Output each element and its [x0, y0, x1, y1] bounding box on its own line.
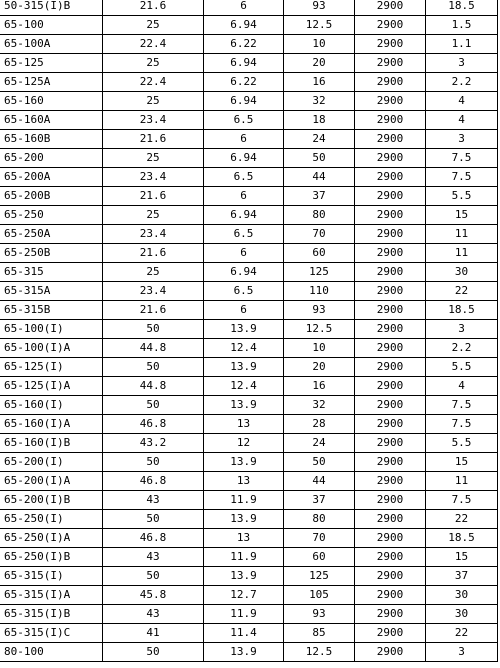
col4-cell: 12.5: [284, 16, 355, 35]
col5-cell: 2900: [355, 529, 426, 548]
table-row: [0, 434, 498, 453]
col6-cell: 22: [426, 624, 498, 643]
model-cell: 65-315B: [0, 301, 103, 320]
model-cell: 65-315(I)C: [0, 624, 103, 643]
col4-cell: 93: [284, 605, 355, 624]
col5-cell: 2900: [355, 586, 426, 605]
table-row: [0, 358, 498, 377]
col3-cell: 6: [204, 0, 284, 16]
table-row: [0, 244, 498, 263]
col4-cell: 93: [284, 301, 355, 320]
table-row: [0, 510, 498, 529]
col3-cell: 11.9: [204, 605, 284, 624]
col5-cell: 2900: [355, 263, 426, 282]
col3-cell: 13.9: [204, 453, 284, 472]
col5-cell: 2900: [355, 282, 426, 301]
table-row: [0, 187, 498, 206]
col5-cell: 2900: [355, 16, 426, 35]
col2-cell: 25: [103, 54, 204, 73]
table-row: [0, 396, 498, 415]
col3-cell: 6.5: [204, 168, 284, 187]
col3-cell: 13: [204, 415, 284, 434]
col5-cell: 2900: [355, 358, 426, 377]
col3-cell: 6.22: [204, 35, 284, 54]
table-row: [0, 529, 498, 548]
col4-cell: 70: [284, 225, 355, 244]
col3-cell: 12.4: [204, 339, 284, 358]
col2-cell: 23.4: [103, 282, 204, 301]
table-row: [0, 16, 498, 35]
model-cell: 65-160(I)A: [0, 415, 103, 434]
col3-cell: 13: [204, 529, 284, 548]
model-cell: 65-125A: [0, 73, 103, 92]
col2-cell: 21.6: [103, 301, 204, 320]
col2-cell: 25: [103, 92, 204, 111]
col3-cell: 6: [204, 301, 284, 320]
col6-cell: 3: [426, 130, 498, 149]
col4-cell: 50: [284, 453, 355, 472]
table-row: [0, 377, 498, 396]
col2-cell: 46.8: [103, 415, 204, 434]
col5-cell: 2900: [355, 244, 426, 263]
col6-cell: 18.5: [426, 301, 498, 320]
model-cell: 65-200(I)A: [0, 472, 103, 491]
col3-cell: 12.4: [204, 377, 284, 396]
col3-cell: 13: [204, 472, 284, 491]
col5-cell: 2900: [355, 491, 426, 510]
col3-cell: 6: [204, 187, 284, 206]
col2-cell: 50: [103, 567, 204, 586]
table-row: [0, 35, 498, 54]
col5-cell: 2900: [355, 396, 426, 415]
model-cell: 65-100(I): [0, 320, 103, 339]
col2-cell: 23.4: [103, 225, 204, 244]
model-cell: 50-315(I)B: [0, 0, 103, 16]
col3-cell: 13.9: [204, 396, 284, 415]
col4-cell: 80: [284, 510, 355, 529]
col2-cell: 22.4: [103, 73, 204, 92]
table-row: [0, 149, 498, 168]
col2-cell: 50: [103, 510, 204, 529]
col2-cell: 50: [103, 320, 204, 339]
table-row: [0, 605, 498, 624]
col6-cell: 5.5: [426, 187, 498, 206]
col6-cell: 1.1: [426, 35, 498, 54]
col5-cell: 2900: [355, 567, 426, 586]
col6-cell: 1.5: [426, 16, 498, 35]
col3-cell: 6.94: [204, 54, 284, 73]
col6-cell: 15: [426, 548, 498, 567]
col5-cell: 2900: [355, 434, 426, 453]
col2-cell: 43.2: [103, 434, 204, 453]
col6-cell: 7.5: [426, 168, 498, 187]
col5-cell: 2900: [355, 168, 426, 187]
model-cell: 65-250(I): [0, 510, 103, 529]
model-cell: 65-250: [0, 206, 103, 225]
col2-cell: 25: [103, 16, 204, 35]
table-row: [0, 301, 498, 320]
col2-cell: 25: [103, 263, 204, 282]
col5-cell: 2900: [355, 225, 426, 244]
model-cell: 65-100: [0, 16, 103, 35]
table-row: [0, 111, 498, 130]
table-row: [0, 54, 498, 73]
model-cell: 65-160: [0, 92, 103, 111]
col2-cell: 43: [103, 548, 204, 567]
col3-cell: 13.9: [204, 320, 284, 339]
col4-cell: 110: [284, 282, 355, 301]
model-cell: 65-315(I)B: [0, 605, 103, 624]
col2-cell: 22.4: [103, 35, 204, 54]
table-row: [0, 415, 498, 434]
col6-cell: 2.2: [426, 339, 498, 358]
col6-cell: 7.5: [426, 396, 498, 415]
table-row: [0, 206, 498, 225]
model-cell: 65-200(I)B: [0, 491, 103, 510]
col2-cell: 50: [103, 358, 204, 377]
col5-cell: 2900: [355, 206, 426, 225]
table-row: [0, 168, 498, 187]
col5-cell: 2900: [355, 320, 426, 339]
col2-cell: 23.4: [103, 111, 204, 130]
col5-cell: 2900: [355, 643, 426, 662]
col4-cell: 50: [284, 149, 355, 168]
table-row: [0, 586, 498, 605]
col5-cell: 2900: [355, 301, 426, 320]
col2-cell: 46.8: [103, 472, 204, 491]
model-cell: 65-315(I)A: [0, 586, 103, 605]
col6-cell: 18.5: [426, 529, 498, 548]
model-cell: 65-250(I)A: [0, 529, 103, 548]
table-row: [0, 73, 498, 92]
col4-cell: 32: [284, 92, 355, 111]
model-cell: 65-315(I): [0, 567, 103, 586]
model-cell: 65-200B: [0, 187, 103, 206]
table-row: [0, 624, 498, 643]
col4-cell: 60: [284, 244, 355, 263]
col5-cell: 2900: [355, 35, 426, 54]
model-cell: 65-200: [0, 149, 103, 168]
col5-cell: 2900: [355, 111, 426, 130]
col4-cell: 10: [284, 35, 355, 54]
col2-cell: 50: [103, 643, 204, 662]
col6-cell: 11: [426, 225, 498, 244]
col4-cell: 28: [284, 415, 355, 434]
col4-cell: 37: [284, 491, 355, 510]
col2-cell: 44.8: [103, 339, 204, 358]
col5-cell: 2900: [355, 73, 426, 92]
col4-cell: 44: [284, 168, 355, 187]
col4-cell: 12.5: [284, 643, 355, 662]
table-row: [0, 282, 498, 301]
col6-cell: 5.5: [426, 358, 498, 377]
col3-cell: 6: [204, 130, 284, 149]
col3-cell: 6.94: [204, 16, 284, 35]
col2-cell: 25: [103, 149, 204, 168]
col6-cell: 37: [426, 567, 498, 586]
col6-cell: 4: [426, 111, 498, 130]
model-cell: 65-315A: [0, 282, 103, 301]
col6-cell: 22: [426, 510, 498, 529]
col4-cell: 70: [284, 529, 355, 548]
col4-cell: 20: [284, 54, 355, 73]
col4-cell: 105: [284, 586, 355, 605]
model-cell: 65-160A: [0, 111, 103, 130]
col5-cell: 2900: [355, 624, 426, 643]
col6-cell: 7.5: [426, 415, 498, 434]
col4-cell: 85: [284, 624, 355, 643]
col3-cell: 12.7: [204, 586, 284, 605]
model-cell: 65-125: [0, 54, 103, 73]
model-cell: 65-250B: [0, 244, 103, 263]
col4-cell: 80: [284, 206, 355, 225]
col6-cell: 4: [426, 92, 498, 111]
col4-cell: 44: [284, 472, 355, 491]
table-row: [0, 263, 498, 282]
col4-cell: 60: [284, 548, 355, 567]
col4-cell: 32: [284, 396, 355, 415]
col2-cell: 41: [103, 624, 204, 643]
col2-cell: 46.8: [103, 529, 204, 548]
model-cell: 65-160(I): [0, 396, 103, 415]
col4-cell: 24: [284, 434, 355, 453]
model-cell: 65-250A: [0, 225, 103, 244]
table-row: [0, 643, 498, 662]
col5-cell: 2900: [355, 54, 426, 73]
table-row: [0, 0, 498, 16]
col2-cell: 21.6: [103, 130, 204, 149]
col2-cell: 44.8: [103, 377, 204, 396]
table-row: [0, 453, 498, 472]
col6-cell: 4: [426, 377, 498, 396]
table-row: [0, 92, 498, 111]
col3-cell: 6.94: [204, 263, 284, 282]
col4-cell: 16: [284, 377, 355, 396]
col4-cell: 125: [284, 567, 355, 586]
col5-cell: 2900: [355, 149, 426, 168]
col5-cell: 2900: [355, 548, 426, 567]
table-row: [0, 339, 498, 358]
col6-cell: 3: [426, 320, 498, 339]
col5-cell: 2900: [355, 605, 426, 624]
col2-cell: 21.6: [103, 244, 204, 263]
col6-cell: 11: [426, 472, 498, 491]
col3-cell: 11.9: [204, 491, 284, 510]
model-cell: 65-200A: [0, 168, 103, 187]
col4-cell: 18: [284, 111, 355, 130]
col3-cell: 13.9: [204, 567, 284, 586]
model-cell: 65-125(I): [0, 358, 103, 377]
col3-cell: 6.22: [204, 73, 284, 92]
model-cell: 65-100(I)A: [0, 339, 103, 358]
col4-cell: 125: [284, 263, 355, 282]
col3-cell: 13.9: [204, 643, 284, 662]
col4-cell: 20: [284, 358, 355, 377]
col3-cell: 11.4: [204, 624, 284, 643]
col4-cell: 93: [284, 0, 355, 16]
col2-cell: 43: [103, 605, 204, 624]
table-row: [0, 491, 498, 510]
col2-cell: 45.8: [103, 586, 204, 605]
col3-cell: 6.94: [204, 149, 284, 168]
col3-cell: 12: [204, 434, 284, 453]
col3-cell: 11.9: [204, 548, 284, 567]
col5-cell: 2900: [355, 453, 426, 472]
col5-cell: 2900: [355, 92, 426, 111]
model-cell: 65-160(I)B: [0, 434, 103, 453]
model-cell: 65-200(I): [0, 453, 103, 472]
col3-cell: 6.94: [204, 92, 284, 111]
col6-cell: 7.5: [426, 149, 498, 168]
col6-cell: 22: [426, 282, 498, 301]
model-cell: 80-100: [0, 643, 103, 662]
col4-cell: 24: [284, 130, 355, 149]
table-row: [0, 472, 498, 491]
model-cell: 65-315: [0, 263, 103, 282]
col5-cell: 2900: [355, 339, 426, 358]
col3-cell: 6.5: [204, 111, 284, 130]
col5-cell: 2900: [355, 130, 426, 149]
col6-cell: 11: [426, 244, 498, 263]
table-row: [0, 225, 498, 244]
col3-cell: 6.5: [204, 282, 284, 301]
col6-cell: 15: [426, 206, 498, 225]
col5-cell: 2900: [355, 187, 426, 206]
col3-cell: 6.94: [204, 206, 284, 225]
table-row: [0, 567, 498, 586]
col3-cell: 6.5: [204, 225, 284, 244]
model-cell: 65-250(I)B: [0, 548, 103, 567]
col6-cell: 3: [426, 54, 498, 73]
col5-cell: 2900: [355, 0, 426, 16]
col2-cell: 50: [103, 453, 204, 472]
col6-cell: 3: [426, 643, 498, 662]
col2-cell: 21.6: [103, 187, 204, 206]
col6-cell: 18.5: [426, 0, 498, 16]
col5-cell: 2900: [355, 472, 426, 491]
col6-cell: 2.2: [426, 73, 498, 92]
col4-cell: 37: [284, 187, 355, 206]
col6-cell: 15: [426, 453, 498, 472]
table-row: [0, 320, 498, 339]
col5-cell: 2900: [355, 415, 426, 434]
col6-cell: 30: [426, 263, 498, 282]
col2-cell: 23.4: [103, 168, 204, 187]
model-cell: 65-100A: [0, 35, 103, 54]
col3-cell: 6: [204, 244, 284, 263]
col3-cell: 13.9: [204, 510, 284, 529]
table-row: [0, 130, 498, 149]
col5-cell: 2900: [355, 377, 426, 396]
table-row: [0, 548, 498, 567]
col2-cell: 21.6: [103, 0, 204, 16]
col4-cell: 16: [284, 73, 355, 92]
col6-cell: 30: [426, 605, 498, 624]
col2-cell: 43: [103, 491, 204, 510]
model-cell: 65-160B: [0, 130, 103, 149]
col6-cell: 7.5: [426, 491, 498, 510]
col4-cell: 10: [284, 339, 355, 358]
col2-cell: 50: [103, 396, 204, 415]
col3-cell: 13.9: [204, 358, 284, 377]
col6-cell: 5.5: [426, 434, 498, 453]
model-cell: 65-125(I)A: [0, 377, 103, 396]
col5-cell: 2900: [355, 510, 426, 529]
col4-cell: 12.5: [284, 320, 355, 339]
col6-cell: 30: [426, 586, 498, 605]
col2-cell: 25: [103, 206, 204, 225]
